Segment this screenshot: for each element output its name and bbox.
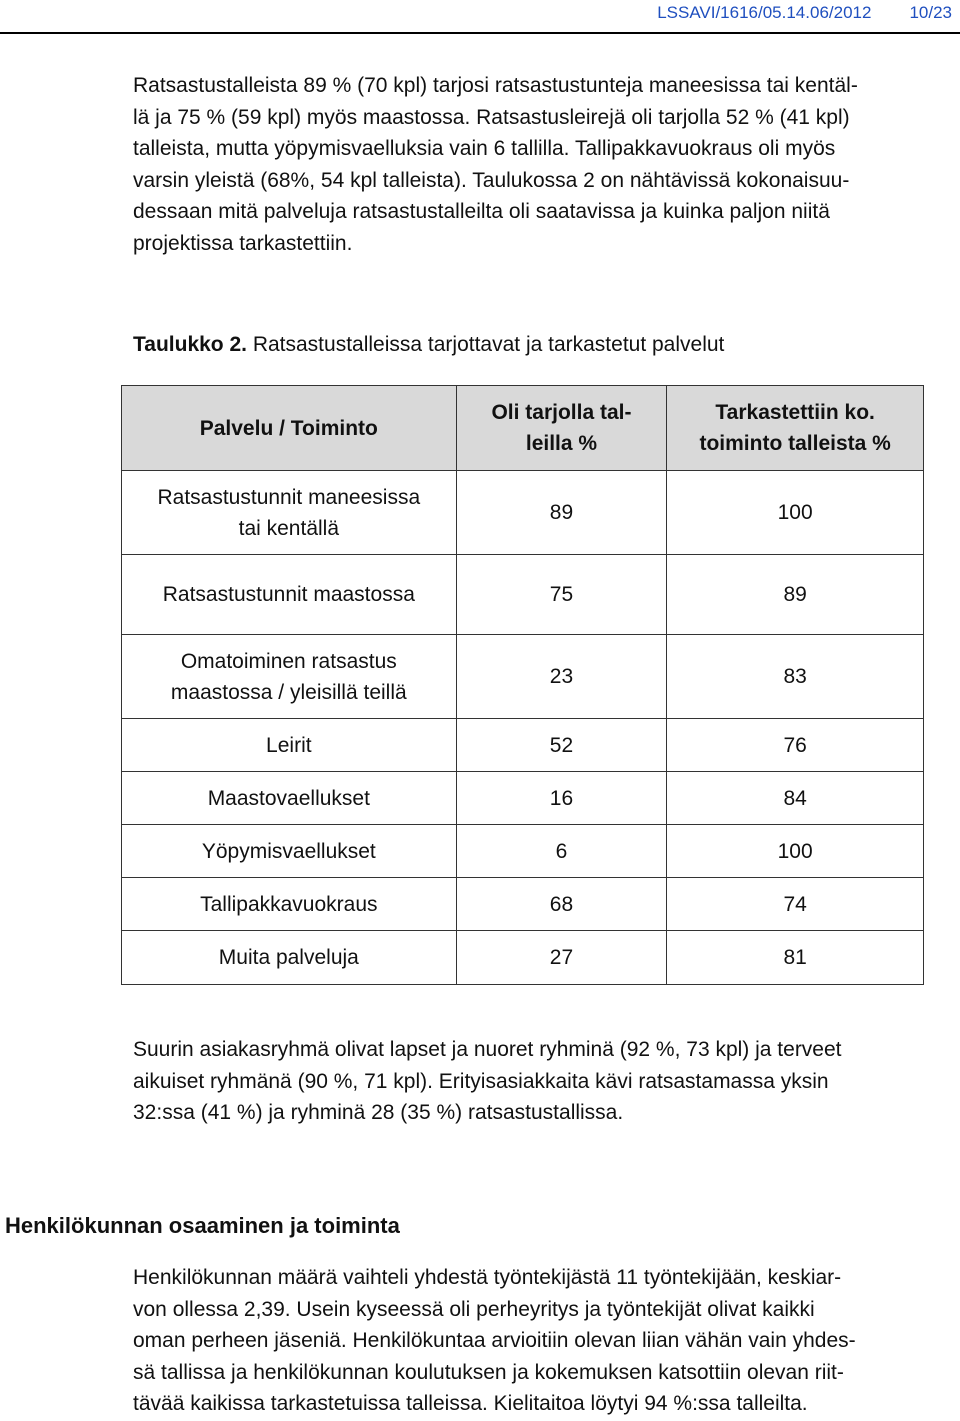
- inspected-cell: 100: [667, 471, 924, 555]
- paragraph-staff: [133, 1262, 948, 1420]
- header-line: Tarkastettiin ko.: [715, 401, 875, 424]
- text-line: Henkilökunnan määrä vaihteli yhdestä työntekijästä 11 työntekijään, keskiar-: [133, 1266, 842, 1289]
- offered-cell: 27: [456, 931, 667, 985]
- offered-cell: 52: [456, 719, 667, 772]
- header-rule: [0, 32, 960, 34]
- header-service: [122, 386, 457, 471]
- service-cell: [122, 635, 457, 719]
- table-row: [122, 719, 924, 772]
- inspected-cell: 81: [667, 931, 924, 985]
- service-cell: [122, 825, 457, 878]
- inspected-cell: 100: [667, 825, 924, 878]
- header-line: Palvelu / Toiminto: [199, 416, 378, 440]
- header-line: Oli tarjolla tal-: [491, 401, 632, 424]
- offered-cell: 6: [456, 825, 667, 878]
- offered-cell: 75: [456, 555, 667, 635]
- service-cell: [122, 471, 457, 555]
- table-row: [122, 878, 924, 931]
- document-reference: LSSAVI/1616/05.14.06/2012: [657, 3, 872, 22]
- text-line: varsin yleistä (68%, 54 kpl talleista). Taulukossa 2 on nähtävissä kokonaisuu-: [133, 168, 850, 192]
- text-line: Suurin asiakasryhmä olivat lapset ja nuoret ryhminä (92 %, 73 kpl) ja terveet: [133, 1038, 842, 1061]
- caption-text: Ratsastustalleissa tarjottavat ja tarkastetut palvelut: [246, 333, 725, 356]
- text-line: projektissa tarkastettiin.: [133, 231, 353, 255]
- paragraph-services: [133, 70, 948, 259]
- table-row: [122, 635, 924, 719]
- text-line: dessaan mitä palveluja ratsastustalleilta oli saatavissa ja kuinka paljon niitä: [133, 200, 830, 223]
- service-cell: [122, 931, 457, 985]
- service-line: Muita palveluja: [218, 946, 359, 969]
- table-row: [122, 931, 924, 985]
- offered-cell: 23: [456, 635, 667, 719]
- service-cell: [122, 772, 457, 825]
- text-line: lä ja 75 % (59 kpl) myös maastossa. Ratsastusleirejä oli tarjolla 52 % (41 kpl): [133, 105, 850, 129]
- text-line: Ratsastustalleista 89 % (70 kpl) tarjosi ratsastustunteja maneesissa tai kentäl-: [133, 74, 858, 97]
- text-line: talleista, mutta yöpymisvaelluksia vain 6 tallilla. Tallipakkavuokraus oli myös: [133, 137, 836, 160]
- service-line: Ratsastustunnit maastossa: [162, 583, 415, 606]
- table-header-row: [122, 386, 924, 471]
- text-line: aikuiset ryhmänä (90 %, 71 kpl). Erityisasiakkaita kävi ratsastamassa yksin: [133, 1069, 829, 1093]
- services-table: [121, 385, 924, 985]
- table-caption: [133, 333, 724, 357]
- section-heading: Henkilökunnan osaaminen ja toiminta: [5, 1213, 400, 1238]
- caption-label: Taulukko 2.: [133, 333, 247, 356]
- service-line: Ratsastustunnit maneesissa: [157, 485, 421, 509]
- text-line: von ollessa 2,39. Usein kyseessä oli perheyritys ja työntekijät olivat kaikki: [133, 1297, 815, 1321]
- table-row: [122, 825, 924, 878]
- text-line: sä tallissa ja henkilökunnan koulutuksen ja kokemuksen katsottiin olevan riit-: [133, 1360, 844, 1384]
- service-line: Maastovaellukset: [207, 786, 370, 810]
- service-line: tai kentällä: [238, 516, 340, 540]
- service-cell: [122, 878, 457, 931]
- service-cell: [122, 719, 457, 772]
- offered-cell: 16: [456, 772, 667, 825]
- table-row: [122, 471, 924, 555]
- header-line: toiminto talleista %: [699, 432, 891, 455]
- service-cell: [122, 555, 457, 635]
- inspected-cell: 83: [667, 635, 924, 719]
- service-line: Yöpymisvaellukset: [201, 839, 376, 863]
- inspected-cell: 74: [667, 878, 924, 931]
- text-line: tävää kaikissa tarkastetuissa talleissa. Kielitaitoa löytyi 94 %:ssa talleilta.: [133, 1392, 808, 1415]
- page-header: [657, 3, 952, 23]
- header-offered: [456, 386, 667, 471]
- offered-cell: 68: [456, 878, 667, 931]
- offered-cell: 89: [456, 471, 667, 555]
- header-inspected: [667, 386, 924, 471]
- service-line: Leirit: [266, 733, 312, 757]
- text-line: 32:ssa (41 %) ja ryhminä 28 (35 %) ratsastustallissa.: [133, 1101, 624, 1124]
- table-row: [122, 555, 924, 635]
- service-line: maastossa / yleisillä teillä: [170, 680, 407, 704]
- paragraph-customers: [133, 1034, 948, 1129]
- service-line: Tallipakkavuokraus: [200, 892, 378, 916]
- inspected-cell: 84: [667, 772, 924, 825]
- header-line: leilla %: [525, 432, 598, 455]
- table-row: [122, 772, 924, 825]
- text-line: oman perheen jäseniä. Henkilökuntaa arvioitiin olevan liian vähän vain yhdes-: [133, 1329, 856, 1352]
- service-line: Omatoiminen ratsastus: [180, 649, 397, 673]
- inspected-cell: 89: [667, 555, 924, 635]
- inspected-cell: 76: [667, 719, 924, 772]
- page-number: 10/23: [909, 3, 952, 22]
